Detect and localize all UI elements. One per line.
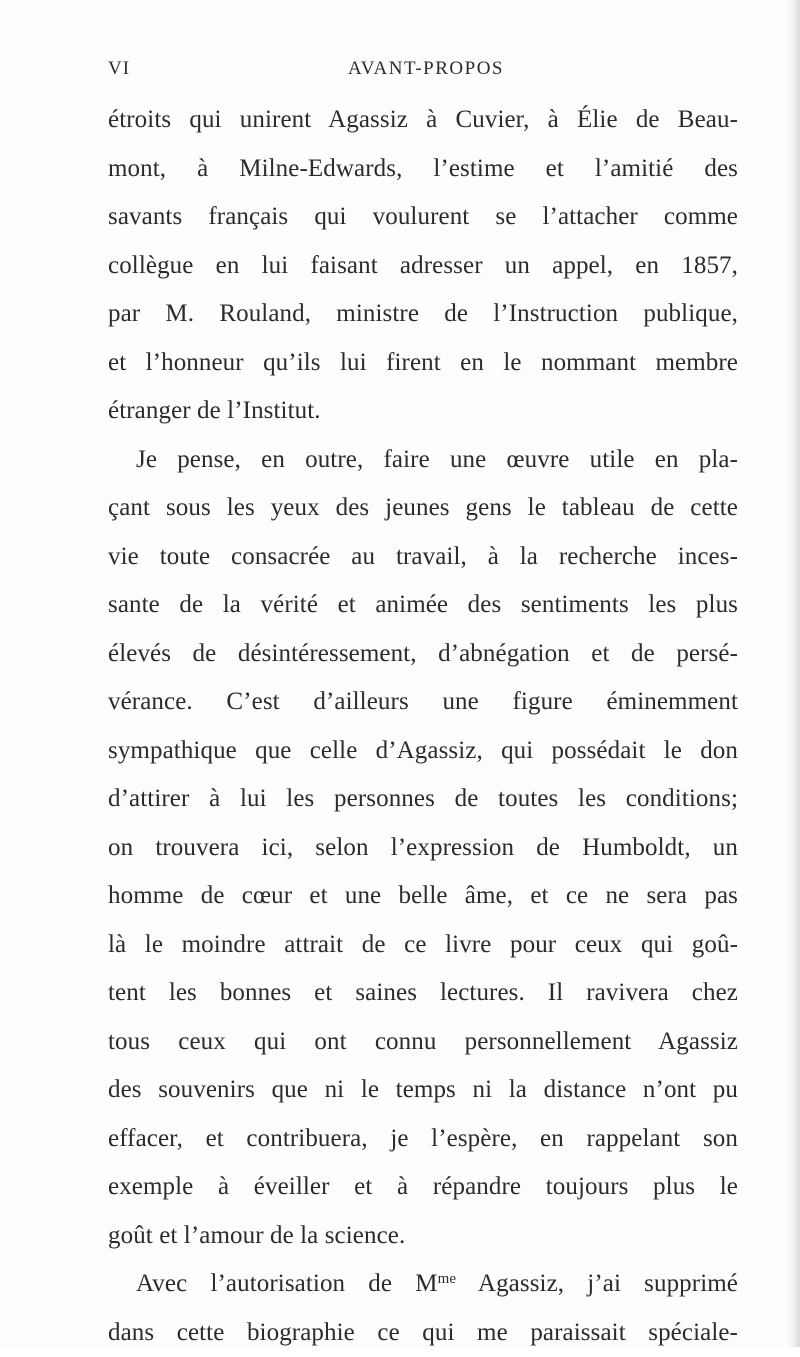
text-line: exemple à éveiller et à répandre toujours plus le: [108, 1163, 738, 1212]
text-segment: Avec l’autorisation de M: [136, 1270, 438, 1297]
text-line: çant sous les yeux des jeunes gens le tableau de cette: [108, 484, 738, 533]
text-line: et l’honneur qu’ils lui firent en le nommant membre: [108, 339, 738, 388]
text-line: homme de cœur et une belle âme, et ce ne sera pas: [108, 872, 738, 921]
superscript-abbreviation: me: [438, 1271, 457, 1287]
text-line: Je pense, en outre, faire une œuvre utile en pla-: [108, 436, 738, 485]
text-line: goût et l’amour de la science.: [108, 1212, 738, 1261]
text-line: tous ceux qui ont connu personnellement Agassiz: [108, 1018, 738, 1067]
text-segment: Agassiz, j’ai supprimé: [456, 1270, 738, 1297]
text-line: vérance. C’est d’ailleurs une figure éminemment: [108, 678, 738, 727]
text-line: étroits qui unirent Agassiz à Cuvier, à Élie de Beau-: [108, 96, 738, 145]
text-line: effacer, et contribuera, je l’espère, en rappelant son: [108, 1115, 738, 1164]
body-text: [108, 96, 738, 1357]
text-line: vie toute consacrée au travail, à la recherche inces-: [108, 533, 738, 582]
text-line: tent les bonnes et saines lectures. Il ravivera chez: [108, 969, 738, 1018]
text-line: sante de la vérité et animée des sentiments les plus: [108, 581, 738, 630]
text-line: étranger de l’Institut.: [108, 387, 738, 436]
text-line-with-superscript: [108, 1260, 738, 1309]
text-line: là le moindre attrait de ce livre pour ceux qui goû-: [108, 921, 738, 970]
text-line: savants français qui voulurent se l’attacher comme: [108, 193, 738, 242]
text-line: d’attirer à lui les personnes de toutes les conditions;: [108, 775, 738, 824]
text-line: des souvenirs que ni le temps ni la distance n’ont pu: [108, 1066, 738, 1115]
page-number: VI: [108, 58, 130, 80]
text-line: dans cette biographie ce qui me paraissait spéciale-: [108, 1309, 738, 1357]
text-line: collègue en lui faisant adresser un appel, en 1857,: [108, 242, 738, 291]
running-title: AVANT-PROPOS: [348, 58, 504, 80]
text-line: on trouvera ici, selon l’expression de Humboldt, un: [108, 824, 738, 873]
running-head: [108, 58, 730, 88]
page-edge-shadow: [786, 0, 800, 1347]
text-line: sympathique que celle d’Agassiz, qui possédait le don: [108, 727, 738, 776]
text-line: mont, à Milne-Edwards, l’estime et l’amitié des: [108, 145, 738, 194]
text-line: par M. Rouland, ministre de l’Instruction publique,: [108, 290, 738, 339]
text-line: élevés de désintéressement, d’abnégation et de persé-: [108, 630, 738, 679]
